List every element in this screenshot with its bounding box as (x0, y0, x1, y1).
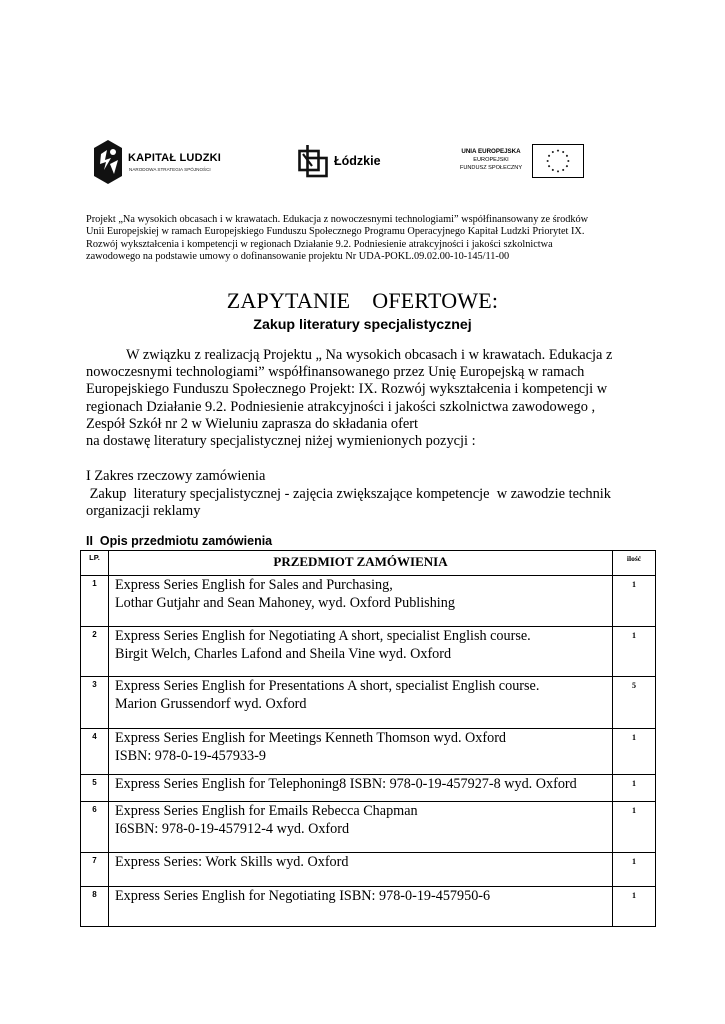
project-note-line: Unii Europejskiej w ramach Europejskiego Funduszu Społecznego Programu Operacyjnego Kapitał Ludzki Priorytet IX. (86, 226, 585, 238)
scope-line-1: Zakup literatury specjalistycznej - zajęcia zwiększające kompetencje w zawodzie technik (86, 485, 611, 502)
page-title (0, 288, 725, 314)
row-lp: 6 (81, 802, 109, 853)
table-row (81, 627, 656, 677)
intro-line: W związku z realizacją Projektu „ Na wysokich obcasach i w krawatach. Edukacja z (126, 347, 613, 363)
table-row (81, 775, 656, 802)
row-item-line: Express Series English for Telephoning8 ISBN: 978-0-19-457927-8 wyd. Oxford (115, 776, 577, 792)
table-row (81, 729, 656, 775)
row-qty: 1 (613, 627, 656, 677)
row-qty: 1 (613, 576, 656, 627)
row-qty: 1 (613, 729, 656, 775)
eu-line-2: EUROPEJSKI (473, 157, 509, 163)
kapital-ludzki-logo (92, 140, 237, 184)
header-qty: ilość (613, 551, 656, 576)
row-item-line: Birgit Welch, Charles Lafond and Sheila Vine wyd. Oxford (115, 645, 452, 662)
scope-line-2: organizacji reklamy (86, 503, 201, 520)
header-item: PRZEDMIOT ZAMÓWIENIA (109, 551, 613, 576)
lodzkie-logo (298, 144, 398, 182)
row-lp: 2 (81, 627, 109, 677)
row-item-line: Express Series English for Sales and Purchasing, (115, 577, 393, 593)
row-item (109, 729, 613, 775)
row-item-line: Express Series English for Negotiating ISBN: 978-0-19-457950-6 (115, 888, 491, 904)
kapital-ludzki-title: KAPITAŁ LUDZKI (128, 152, 222, 164)
row-item-line: Express Series: Work Skills wyd. Oxford (115, 854, 349, 870)
kapital-ludzki-emblem-icon (92, 140, 124, 184)
row-item-line: Lothar Gutjahr and Sean Mahoney, wyd. Oxford Publishing (115, 594, 455, 611)
table-row (81, 853, 656, 887)
eu-flag-icon (532, 144, 584, 178)
scope-section (86, 468, 656, 521)
eu-logo (455, 144, 595, 184)
row-qty: 1 (613, 887, 656, 927)
row-lp: 1 (81, 576, 109, 627)
order-table (80, 550, 656, 927)
title-word-1: ZAPYTANIE (226, 288, 351, 313)
intro-paragraph (86, 347, 651, 450)
table-row (81, 677, 656, 729)
row-item (109, 627, 613, 677)
project-note-line: zawodowego na podstawie umowy o dofinansowanie projektu Nr UDA-POKL.09.02.00-10-145/11-00 (86, 251, 510, 263)
title-word-2: OFERTOWE: (372, 288, 499, 313)
intro-line: na dostawę literatury specjalistycznej niżej wymienionych pozycji : (86, 433, 476, 450)
row-lp: 7 (81, 853, 109, 887)
row-item (109, 775, 613, 802)
row-qty: 1 (613, 775, 656, 802)
row-lp: 5 (81, 775, 109, 802)
page-subtitle: Zakup literatury specjalistycznej (253, 317, 472, 333)
table-header-row (81, 551, 656, 576)
row-item-line: Express Series English for Meetings Kenneth Thomson wyd. Oxford (115, 730, 507, 746)
table-row (81, 802, 656, 853)
row-lp: 3 (81, 677, 109, 729)
project-note-line: Rozwój wykształcenia i kompetencji w regionach Działanie 9.2. Podniesienie atrakcyjności i jakości szkolnictwa (86, 238, 553, 250)
intro-line: regionach Działanie 9.2. Podniesienie atrakcyjności i jakości szkolnictwa zawodowego , (86, 398, 596, 415)
table-row (81, 576, 656, 627)
row-lp: 4 (81, 729, 109, 775)
row-item-line: I6SBN: 978-0-19-457912-4 wyd. Oxford (115, 820, 350, 837)
eu-text (455, 148, 527, 172)
project-note-line: Projekt „Na wysokich obcasach i w krawatach. Edukacja z nowoczesnymi technologiami” współfinansowany ze środków (86, 214, 589, 225)
row-lp: 8 (81, 887, 109, 927)
logo-row (0, 138, 725, 188)
section-2-heading: II Opis przedmiotu zamówienia (86, 534, 273, 548)
kapital-ludzki-subtitle: NARODOWA STRATEGIA SPÓJNOŚCI (129, 167, 211, 172)
header-lp: LP. (81, 551, 109, 576)
lodzkie-name: Łódzkie (334, 154, 381, 168)
eu-line-3: FUNDUSZ SPOŁECZNY (459, 165, 523, 171)
table-row (81, 887, 656, 927)
row-qty: 5 (613, 677, 656, 729)
row-item (109, 677, 613, 729)
row-item (109, 576, 613, 627)
eu-line-1: UNIA EUROPEJSKA (461, 148, 521, 155)
intro-line: nowoczesnymi technologiami” współfinansowanego przez Unię Europejską w ramach (86, 364, 585, 381)
project-funding-note (86, 214, 646, 264)
row-item (109, 887, 613, 927)
lodzkie-emblem-icon (298, 144, 328, 178)
row-qty: 1 (613, 802, 656, 853)
row-item-line: ISBN: 978-0-19-457933-9 (115, 747, 266, 764)
row-item (109, 853, 613, 887)
row-qty: 1 (613, 853, 656, 887)
intro-line: Zespół Szkół nr 2 w Wieluniu zaprasza do składania ofert (86, 415, 419, 432)
row-item-line: Express Series English for Presentations A short, specialist English course. (115, 678, 540, 694)
scope-heading: I Zakres rzeczowy zamówienia (86, 468, 266, 484)
row-item-line: Express Series English for Negotiating A short, specialist English course. (115, 628, 531, 644)
row-item (109, 802, 613, 853)
row-item-line: Express Series English for Emails Rebecca Chapman (115, 803, 418, 819)
intro-line: Europejskiego Funduszu Społecznego Projekt: IX. Rozwój wykształcenia i kompetencji w (86, 381, 608, 398)
row-item-line: Marion Grussendorf wyd. Oxford (115, 695, 307, 712)
